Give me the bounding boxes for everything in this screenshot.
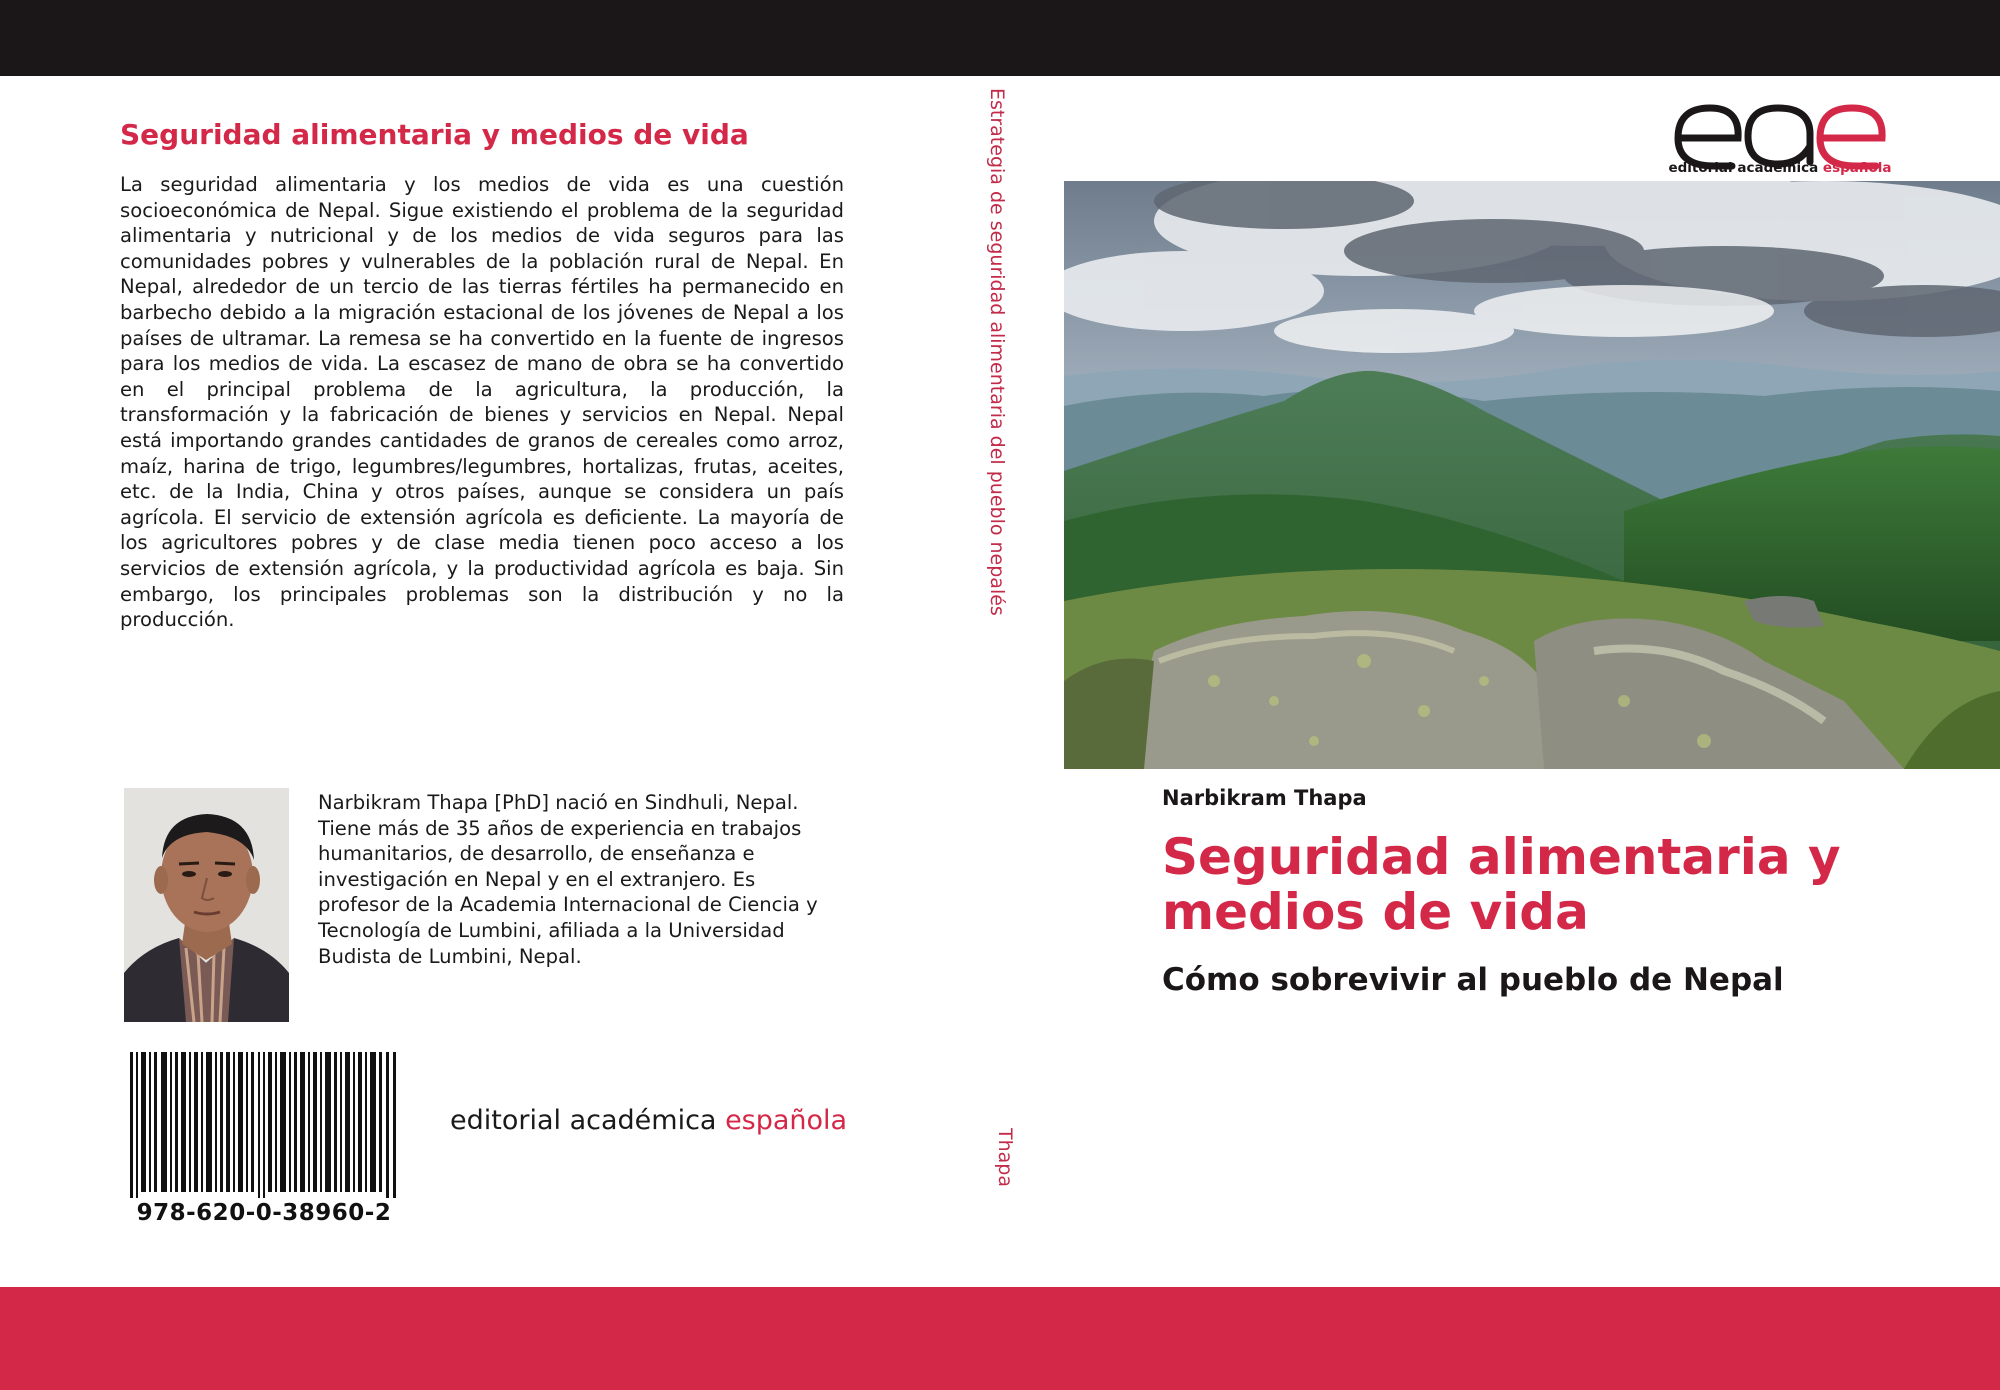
spine-author: Thapa <box>994 1128 1016 1187</box>
spine-title: Estrategia de seguridad alimentaria del pueblo nepalés <box>986 88 1008 616</box>
publisher-name-main: editorial académica <box>450 1105 726 1136</box>
author-bio: Narbikram Thapa [PhD] nació en Sindhuli, Nepal. Tiene más de 35 años de experiencia en trabajos humanitarios, de desarrollo, de enseñanza e investigación en Nepal y en el extranjero. Es profesor de la Academia Internacional de Ciencia y Tecnología de Lumbini, afiliada a la Universidad Budista de Lumbini, Nepal. <box>318 791 818 968</box>
author-photo <box>124 788 289 1022</box>
isbn-number: 978-620-0-38960-2 <box>136 1200 392 1226</box>
back-cover-blurb: La seguridad alimentaria y los medios de vida es una cuestión socioeconómica de Nepal. Sigue existiendo el problema de la seguridad alimentaria y nutricional y de los medios de vida seguros para las comunidades pobres y vulnerables de la población rural de Nepal. En Nepal, alrededor de un tercio de las tierras fértiles ha permanecido en barbecho debido a la migración estacional de los jóvenes de Nepal a los países de ultramar. La remesa se ha convertido en la fuente de ingresos para los medios de vida. La escasez de mano de obra se ha convertido en el principal problema de la agricultura, la producción, la transformación y la fabricación de bienes y servicios en Nepal. Nepal está importando grandes cantidades de granos de cereales como arroz, maíz, harina de trigo, legumbres/legumbres, hortalizas, frutas, aceites, etc. de la India, China y otros países, aunque se considera un país agrícola. El servicio de extensión agrícola es deficiente. La mayoría de los agricultores pobres y de clase media tienen poco acceso a los servicios de extensión agrícola, y la productividad agrícola es baja. Sin embargo, los principales problemas son la distribución y no la producción. <box>120 173 844 632</box>
cover-photo <box>1064 181 2000 769</box>
mountain-landscape-image <box>1064 181 2000 769</box>
bottom-band <box>0 1287 2000 1390</box>
logo-caption-accent: española <box>1822 160 1892 176</box>
publisher-name-accent: española <box>725 1105 848 1136</box>
logo-caption-main: editorial académica <box>1668 160 1823 176</box>
publisher-name-back <box>450 1105 848 1136</box>
barcode <box>130 1052 398 1232</box>
front-title: Seguridad alimentaria y medios de vida <box>1162 828 1841 941</box>
front-subtitle: Cómo sobrevivir al pueblo de Nepal <box>1162 962 1784 998</box>
barcode-bars-image <box>130 1052 398 1198</box>
back-cover-title: Seguridad alimentaria y medios de vida <box>120 118 749 151</box>
author-portrait-image <box>124 788 289 1022</box>
top-band <box>0 0 2000 76</box>
front-author: Narbikram Thapa <box>1162 786 1367 810</box>
logo-caption <box>1660 160 1900 176</box>
